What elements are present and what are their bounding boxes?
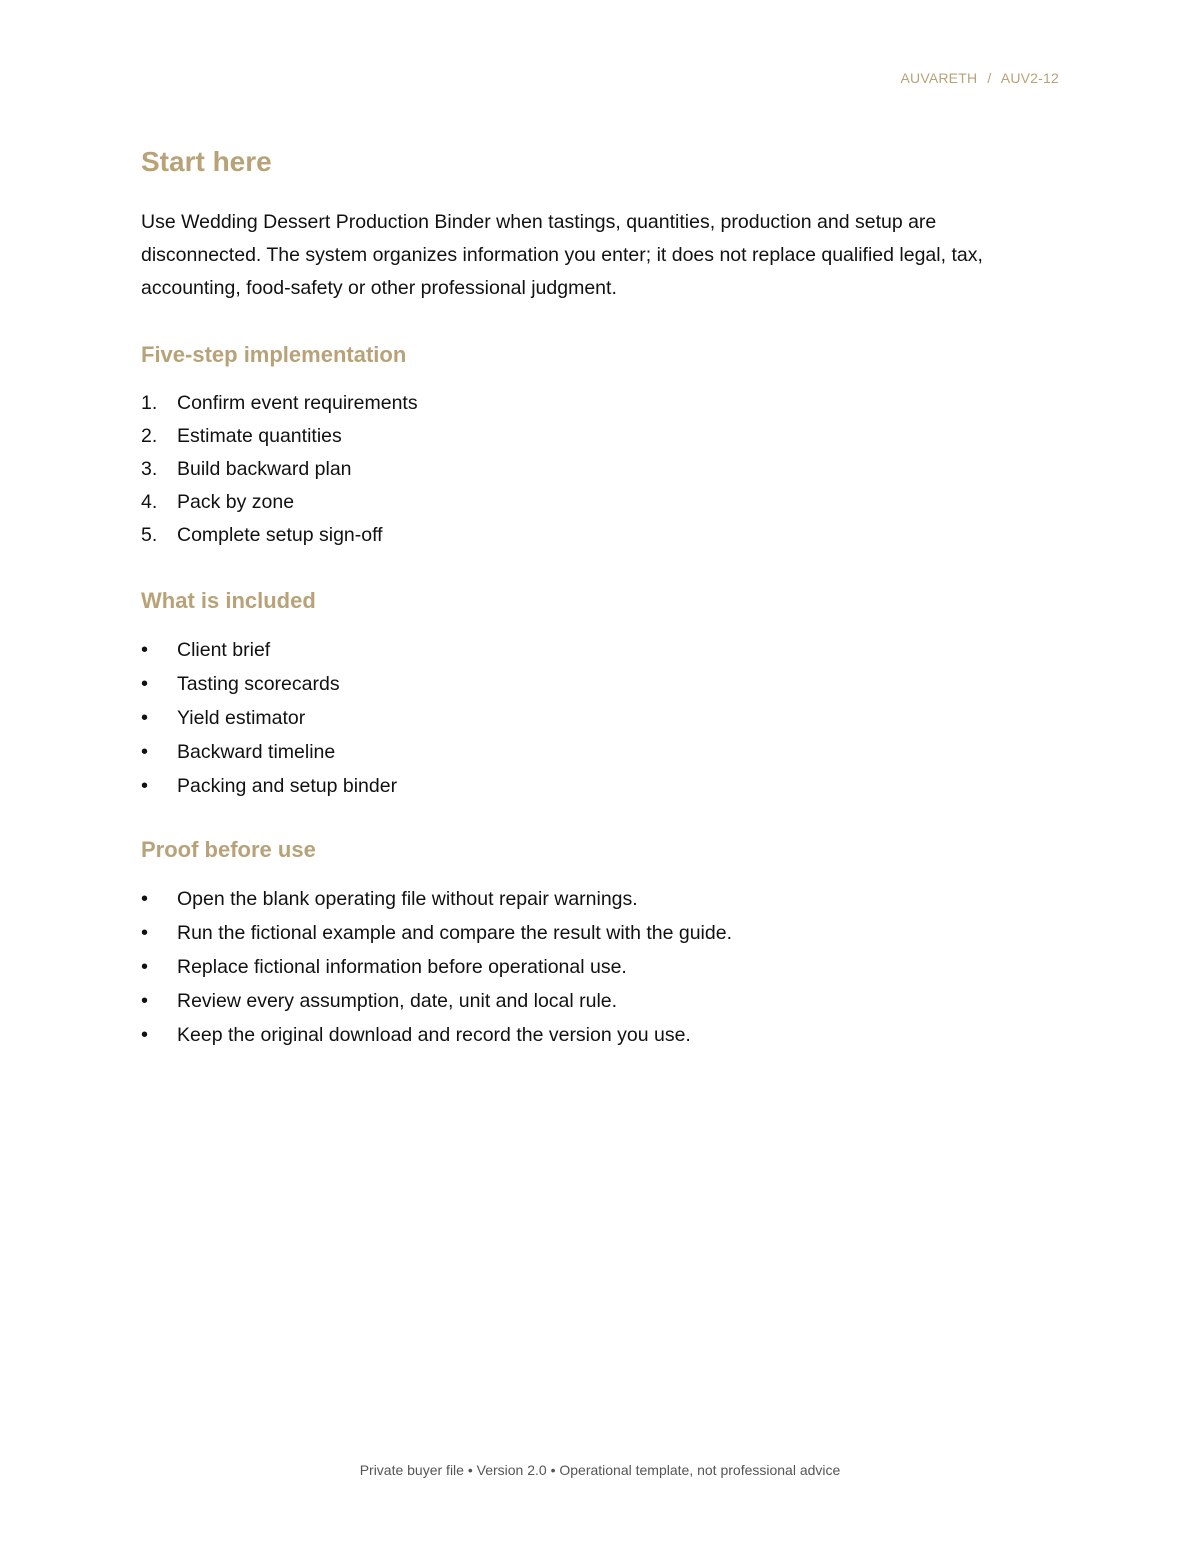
bullet-icon: •	[141, 639, 149, 661]
list-item-text: Yield estimator	[177, 707, 306, 729]
list-item	[141, 916, 1041, 950]
steps-list	[141, 387, 1041, 552]
page-header	[900, 70, 1059, 86]
section-heading-steps: Five-step implementation	[141, 342, 407, 367]
list-item-text: Packing and setup binder	[177, 775, 398, 797]
header-separator: /	[987, 70, 992, 86]
list-marker: 4.	[141, 491, 158, 513]
bullet-icon: •	[141, 707, 149, 729]
list-item-text: Open the blank operating file without repair warnings.	[177, 888, 638, 910]
list-item-text: Tasting scorecards	[177, 673, 340, 695]
bullet-icon: •	[141, 741, 149, 763]
section-included	[141, 585, 1041, 803]
list-item	[141, 950, 1041, 984]
list-marker: 5.	[141, 524, 158, 546]
list-item	[141, 882, 1041, 916]
bullet-icon: •	[141, 673, 149, 695]
list-item	[141, 769, 1041, 803]
list-item-text: Confirm event requirements	[177, 392, 418, 414]
proof-list	[141, 882, 1041, 1052]
list-item-text: Build backward plan	[177, 458, 352, 480]
list-item	[141, 701, 1041, 735]
bullet-icon: •	[141, 956, 149, 978]
bullet-icon: •	[141, 990, 149, 1012]
list-item-text: Replace fictional information before operational use.	[177, 956, 627, 978]
intro-paragraph: Use Wedding Dessert Production Binder when tastings, quantities, production and setup are disconnected. The system organizes information you enter; it does not replace qualified legal, tax, accounting, food-safety or other professional judgment.	[141, 211, 983, 299]
bullet-icon: •	[141, 922, 149, 944]
included-list	[141, 633, 1041, 803]
bullet-icon: •	[141, 775, 149, 797]
bullet-icon: •	[141, 888, 149, 910]
list-item-text: Review every assumption, date, unit and local rule.	[177, 990, 618, 1012]
list-item-text: Client brief	[177, 639, 271, 661]
list-marker: 2.	[141, 425, 158, 447]
list-item	[141, 453, 1041, 486]
page-title: Start here	[141, 146, 272, 177]
section-steps	[141, 339, 1041, 552]
list-item	[141, 387, 1041, 420]
list-item	[141, 1018, 1041, 1052]
bullet-icon: •	[141, 1024, 149, 1046]
section-proof	[141, 834, 1041, 1052]
header-code: AUV2-12	[1000, 70, 1059, 86]
list-item-text: Complete setup sign-off	[177, 524, 383, 546]
list-item-text: Estimate quantities	[177, 425, 342, 447]
section-heading-included: What is included	[141, 588, 316, 613]
list-item-text: Run the fictional example and compare the result with the guide.	[177, 922, 732, 944]
list-item	[141, 984, 1041, 1018]
list-item	[141, 667, 1041, 701]
list-item-text: Keep the original download and record the version you use.	[177, 1024, 691, 1046]
list-item	[141, 633, 1041, 667]
list-item-text: Backward timeline	[177, 741, 336, 763]
list-item-text: Pack by zone	[177, 491, 295, 513]
section-heading-proof: Proof before use	[141, 837, 316, 862]
list-marker: 3.	[141, 458, 158, 480]
list-item	[141, 486, 1041, 519]
document-content	[141, 140, 1041, 1052]
list-marker: 1.	[141, 392, 158, 414]
list-item	[141, 519, 1041, 552]
header-brand: AUVARETH	[900, 70, 978, 86]
list-item	[141, 420, 1041, 453]
page-footer: Private buyer file • Version 2.0 • Operational template, not professional advice	[359, 1462, 841, 1478]
list-item	[141, 735, 1041, 769]
